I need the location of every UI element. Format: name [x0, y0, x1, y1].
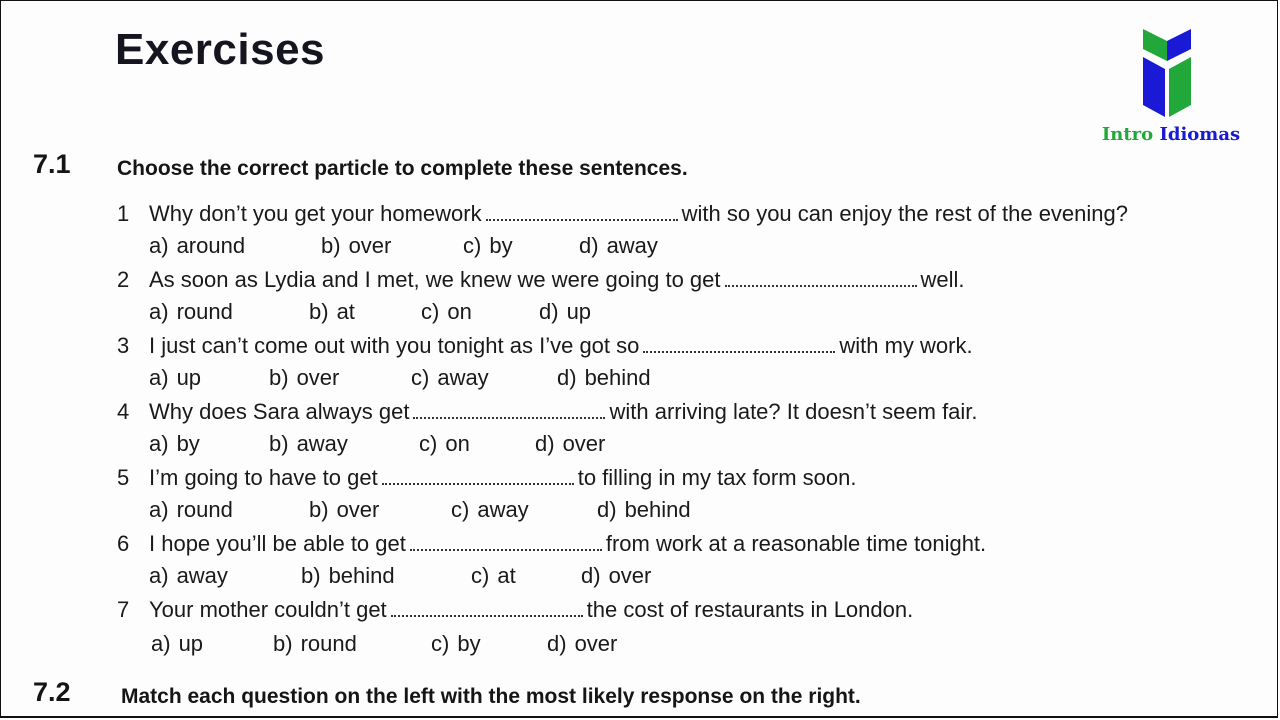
section-instruction: Match each question on the left with the most likely response on the right.	[121, 685, 861, 708]
option-c[interactable]: c) on	[419, 431, 470, 456]
option-c[interactable]: c) away	[451, 497, 529, 522]
option-d[interactable]: d) behind	[597, 497, 691, 522]
question-text-after: from work at a reasonable time tonight.	[605, 531, 987, 556]
intro-idiomas-logo	[1091, 27, 1251, 151]
question-number: 7	[117, 597, 130, 622]
book-logo-icon	[1141, 27, 1193, 119]
question-7	[117, 597, 913, 623]
section-instruction: Choose the correct particle to complete these sentences.	[117, 157, 688, 180]
option-c[interactable]: c) at	[471, 563, 516, 588]
question-text-after: with my work.	[839, 333, 973, 358]
question-text-before: As soon as Lydia and I met, we knew we were going to get	[149, 267, 721, 292]
option-c[interactable]: c) by	[431, 631, 481, 656]
option-d[interactable]: d) over	[535, 431, 606, 456]
option-c[interactable]: c) by	[463, 233, 513, 258]
option-b[interactable]: b) over	[321, 233, 392, 258]
answer-blank[interactable]	[391, 599, 583, 617]
option-a[interactable]: a) around	[149, 233, 246, 258]
answer-blank[interactable]	[725, 269, 917, 287]
question-5	[117, 465, 856, 491]
question-number: 3	[117, 333, 130, 358]
question-3	[117, 333, 973, 359]
option-a[interactable]: a) round	[149, 497, 233, 522]
option-c[interactable]: c) on	[421, 299, 472, 324]
option-c[interactable]: c) away	[411, 365, 489, 390]
question-1	[117, 201, 1128, 227]
question-number: 2	[117, 267, 130, 292]
option-d[interactable]: d) over	[581, 563, 652, 588]
question-text-before: I’m going to have to get	[149, 465, 378, 490]
option-b[interactable]: b) round	[273, 631, 357, 656]
answer-blank[interactable]	[410, 533, 602, 551]
option-b[interactable]: b) over	[309, 497, 380, 522]
section-number: 7.1	[33, 149, 71, 179]
question-text-before: I just can’t come out with you tonight as I’ve got so	[149, 333, 640, 358]
option-a[interactable]: a) up	[149, 365, 202, 390]
question-number: 4	[117, 399, 130, 424]
answer-blank[interactable]	[643, 335, 835, 353]
question-number: 1	[117, 201, 130, 226]
option-a[interactable]: a) away	[149, 563, 228, 588]
option-a[interactable]: a) round	[149, 299, 233, 324]
option-d[interactable]: d) over	[547, 631, 618, 656]
answer-blank[interactable]	[382, 467, 574, 485]
question-text-after: the cost of restaurants in London.	[586, 597, 914, 622]
question-6	[117, 531, 986, 557]
question-number: 6	[117, 531, 130, 556]
option-b[interactable]: b) away	[269, 431, 348, 456]
question-2	[117, 267, 965, 293]
question-text-after: to filling in my tax form soon.	[577, 465, 857, 490]
answer-blank[interactable]	[413, 401, 605, 419]
question-text-before: Your mother couldn’t get	[149, 597, 387, 622]
option-d[interactable]: d) behind	[557, 365, 651, 390]
question-4	[117, 399, 978, 425]
question-text-before: Why does Sara always get	[149, 399, 410, 424]
question-text-after: with so you can enjoy the rest of the evening?	[681, 201, 1129, 226]
logo-word-intro: Intro	[1101, 124, 1154, 145]
option-a[interactable]: a) by	[149, 431, 200, 456]
question-text-before: Why don’t you get your homework	[149, 201, 482, 226]
question-number: 5	[117, 465, 130, 490]
option-b[interactable]: b) over	[269, 365, 340, 390]
question-text-after: with arriving late? It doesn’t seem fair.	[609, 399, 978, 424]
option-b[interactable]: b) behind	[301, 563, 395, 588]
option-a[interactable]: a) up	[151, 631, 204, 656]
option-d[interactable]: d) up	[539, 299, 592, 324]
question-text-after: well.	[920, 267, 965, 292]
option-b[interactable]: b) at	[309, 299, 355, 324]
section-number: 7.2	[33, 677, 71, 707]
logo-word-idiomas: Idiomas	[1159, 124, 1241, 145]
answer-blank[interactable]	[486, 203, 678, 221]
page-title: Exercises	[115, 25, 326, 74]
option-d[interactable]: d) away	[579, 233, 658, 258]
logo-wordmark	[1091, 124, 1251, 145]
question-text-before: I hope you’ll be able to get	[149, 531, 406, 556]
